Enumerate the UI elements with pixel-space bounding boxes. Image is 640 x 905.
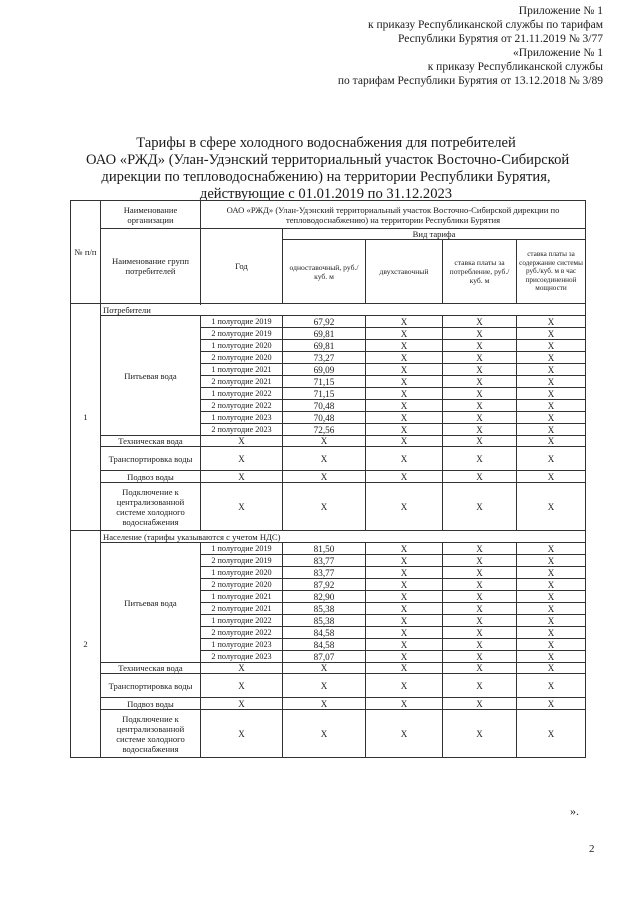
x-mark: Х xyxy=(517,603,586,615)
x-mark: Х xyxy=(366,376,443,388)
x-mark: Х xyxy=(443,424,517,436)
x-mark: Х xyxy=(366,328,443,340)
header-maintenance-rate: ставка платы за содержание системы руб./куб. м в час присоединенной мощности xyxy=(517,240,586,304)
single-rate-value: 83,77 xyxy=(283,555,366,567)
title-line: ОАО «РЖД» (Улан-Удэнский территориальный участок Восточно-Сибирской xyxy=(86,152,570,168)
section-title-row xyxy=(71,304,586,316)
service-label: Подключение к централизованной системе холодного водоснабжения xyxy=(101,483,201,531)
period-cell: 2 полугодие 2020 xyxy=(201,579,283,591)
header-year: Год xyxy=(201,229,283,304)
x-mark: Х xyxy=(517,328,586,340)
section-title: Потребители xyxy=(101,304,586,316)
x-mark: Х xyxy=(201,674,283,698)
single-rate-value: 83,77 xyxy=(283,567,366,579)
x-mark: Х xyxy=(443,436,517,447)
section-title: Население (тарифы указываются с учетом НДС) xyxy=(101,531,586,543)
period-cell: 2 полугодие 2023 xyxy=(201,424,283,436)
single-rate-value: 72,56 xyxy=(283,424,366,436)
x-mark: Х xyxy=(443,603,517,615)
x-mark: Х xyxy=(443,579,517,591)
period-cell: 2 полугодие 2021 xyxy=(201,603,283,615)
x-mark: Х xyxy=(283,447,366,471)
section-number: 1 xyxy=(71,304,101,531)
x-mark: Х xyxy=(201,436,283,447)
x-mark: Х xyxy=(366,412,443,424)
period-cell: 2 полугодие 2022 xyxy=(201,400,283,412)
x-mark: Х xyxy=(283,710,366,758)
x-mark: Х xyxy=(517,412,586,424)
x-mark: Х xyxy=(443,627,517,639)
x-mark: Х xyxy=(366,436,443,447)
x-mark: Х xyxy=(201,663,283,674)
service-row xyxy=(71,483,586,531)
x-mark: Х xyxy=(366,388,443,400)
header-line: Республики Бурятия от 21.11.2019 № 3/77 xyxy=(397,33,603,45)
x-mark: Х xyxy=(366,567,443,579)
x-mark: Х xyxy=(517,340,586,352)
x-mark: Х xyxy=(366,352,443,364)
title-line: действующие с 01.01.2019 по 31.12.2023 xyxy=(199,186,453,202)
header-consumer-groups: Наименование групп потребителей xyxy=(101,229,201,304)
x-mark: Х xyxy=(517,471,586,483)
drinking-water-label: Питьевая вода xyxy=(101,543,201,663)
service-label: Подвоз воды xyxy=(101,698,201,710)
x-mark: Х xyxy=(517,674,586,698)
single-rate-value: 85,38 xyxy=(283,615,366,627)
x-mark: Х xyxy=(366,483,443,531)
service-label: Транспортировка воды xyxy=(101,447,201,471)
x-mark: Х xyxy=(443,543,517,555)
header-line: к приказу Республиканской службы по тарифам xyxy=(368,19,603,31)
period-cell: 1 полугодие 2019 xyxy=(201,543,283,555)
x-mark: Х xyxy=(443,591,517,603)
header-line: по тарифам Республики Бурятия от 13.12.2018 № 3/89 xyxy=(337,75,603,87)
x-mark: Х xyxy=(366,615,443,627)
x-mark: Х xyxy=(517,543,586,555)
x-mark: Х xyxy=(517,316,586,328)
page-number: 2 xyxy=(589,843,595,855)
single-rate-value: 84,58 xyxy=(283,639,366,651)
x-mark: Х xyxy=(283,483,366,531)
single-rate-value: 87,92 xyxy=(283,579,366,591)
x-mark: Х xyxy=(366,579,443,591)
organization-name: ОАО «РЖД» (Улан-Удэнский территориальный участок Восточно-Сибирской дирекции по тепловодоснабжению) на территории Республики Бурятия xyxy=(201,201,586,229)
x-mark: Х xyxy=(366,710,443,758)
x-mark: Х xyxy=(443,663,517,674)
title-line: дирекции по тепловодоснабжению) на территории Республики Бурятия, xyxy=(101,169,551,185)
header-line: Приложение № 1 xyxy=(518,5,603,17)
service-row xyxy=(71,710,586,758)
tariff-row xyxy=(71,316,586,328)
service-row xyxy=(71,436,586,447)
x-mark: Х xyxy=(366,543,443,555)
x-mark: Х xyxy=(517,615,586,627)
drinking-water-label: Питьевая вода xyxy=(101,316,201,436)
header-tariff-kind: Вид тарифа xyxy=(283,229,586,240)
x-mark: Х xyxy=(443,651,517,663)
x-mark: Х xyxy=(517,376,586,388)
x-mark: Х xyxy=(366,555,443,567)
x-mark: Х xyxy=(517,567,586,579)
service-row xyxy=(71,674,586,698)
single-rate-value: 84,58 xyxy=(283,627,366,639)
document-title xyxy=(86,135,570,203)
x-mark: Х xyxy=(517,483,586,531)
x-mark: Х xyxy=(283,436,366,447)
x-mark: Х xyxy=(283,663,366,674)
header-consumption-rate: ставка платы за потребление, руб./ куб. м xyxy=(443,240,517,304)
header-single-rate: одноставочный, руб./ куб. м xyxy=(283,240,366,304)
x-mark: Х xyxy=(443,316,517,328)
x-mark: Х xyxy=(283,698,366,710)
x-mark: Х xyxy=(517,352,586,364)
x-mark: Х xyxy=(443,483,517,531)
x-mark: Х xyxy=(366,424,443,436)
header-organization: Наименование организации xyxy=(101,201,201,229)
section-title-row xyxy=(71,531,586,543)
x-mark: Х xyxy=(443,674,517,698)
period-cell: 1 полугодие 2022 xyxy=(201,615,283,627)
x-mark: Х xyxy=(366,400,443,412)
service-label: Подвоз воды xyxy=(101,471,201,483)
service-row xyxy=(71,447,586,471)
x-mark: Х xyxy=(443,400,517,412)
service-label: Транспортировка воды xyxy=(101,674,201,698)
x-mark: Х xyxy=(366,316,443,328)
period-cell: 1 полугодие 2022 xyxy=(201,388,283,400)
x-mark: Х xyxy=(517,710,586,758)
period-cell: 1 полугодие 2019 xyxy=(201,316,283,328)
period-cell: 1 полугодие 2021 xyxy=(201,591,283,603)
x-mark: Х xyxy=(201,447,283,471)
x-mark: Х xyxy=(517,639,586,651)
period-cell: 2 полугодие 2019 xyxy=(201,328,283,340)
x-mark: Х xyxy=(517,447,586,471)
x-mark: Х xyxy=(443,388,517,400)
single-rate-value: 70,48 xyxy=(283,400,366,412)
header-line: «Приложение № 1 xyxy=(513,47,603,59)
x-mark: Х xyxy=(517,424,586,436)
period-cell: 2 полугодие 2019 xyxy=(201,555,283,567)
single-rate-value: 73,27 xyxy=(283,352,366,364)
period-cell: 2 полугодие 2020 xyxy=(201,352,283,364)
x-mark: Х xyxy=(366,471,443,483)
x-mark: Х xyxy=(517,364,586,376)
x-mark: Х xyxy=(366,603,443,615)
period-cell: 1 полугодие 2020 xyxy=(201,340,283,352)
x-mark: Х xyxy=(443,555,517,567)
title-line: Тарифы в сфере холодного водоснабжения для потребителей xyxy=(136,135,516,151)
single-rate-value: 85,38 xyxy=(283,603,366,615)
x-mark: Х xyxy=(517,663,586,674)
x-mark: Х xyxy=(443,639,517,651)
service-label: Техническая вода xyxy=(101,436,201,447)
x-mark: Х xyxy=(517,555,586,567)
x-mark: Х xyxy=(517,698,586,710)
x-mark: Х xyxy=(366,698,443,710)
x-mark: Х xyxy=(366,651,443,663)
x-mark: Х xyxy=(443,376,517,388)
x-mark: Х xyxy=(283,471,366,483)
tariff-table xyxy=(70,200,586,758)
x-mark: Х xyxy=(517,579,586,591)
x-mark: Х xyxy=(443,364,517,376)
x-mark: Х xyxy=(517,436,586,447)
period-cell: 1 полугодие 2020 xyxy=(201,567,283,579)
x-mark: Х xyxy=(201,483,283,531)
closing-quote: ». xyxy=(570,804,579,818)
x-mark: Х xyxy=(366,340,443,352)
x-mark: Х xyxy=(366,447,443,471)
x-mark: Х xyxy=(443,352,517,364)
x-mark: Х xyxy=(443,340,517,352)
x-mark: Х xyxy=(366,627,443,639)
x-mark: Х xyxy=(443,710,517,758)
x-mark: Х xyxy=(517,627,586,639)
x-mark: Х xyxy=(366,364,443,376)
x-mark: Х xyxy=(517,651,586,663)
single-rate-value: 69,09 xyxy=(283,364,366,376)
x-mark: Х xyxy=(517,388,586,400)
service-label: Подключение к централизованной системе холодного водоснабжения xyxy=(101,710,201,758)
service-row xyxy=(71,698,586,710)
x-mark: Х xyxy=(366,663,443,674)
x-mark: Х xyxy=(517,400,586,412)
x-mark: Х xyxy=(443,615,517,627)
single-rate-value: 81,50 xyxy=(283,543,366,555)
service-row xyxy=(71,663,586,674)
period-cell: 2 полугодие 2022 xyxy=(201,627,283,639)
single-rate-value: 67,92 xyxy=(283,316,366,328)
period-cell: 1 полугодие 2023 xyxy=(201,639,283,651)
single-rate-value: 69,81 xyxy=(283,328,366,340)
service-row xyxy=(71,471,586,483)
x-mark: Х xyxy=(443,447,517,471)
x-mark: Х xyxy=(443,412,517,424)
tariff-row xyxy=(71,543,586,555)
x-mark: Х xyxy=(366,674,443,698)
single-rate-value: 87,07 xyxy=(283,651,366,663)
x-mark: Х xyxy=(201,710,283,758)
x-mark: Х xyxy=(283,674,366,698)
single-rate-value: 71,15 xyxy=(283,388,366,400)
period-cell: 2 полугодие 2021 xyxy=(201,376,283,388)
x-mark: Х xyxy=(201,698,283,710)
x-mark: Х xyxy=(366,591,443,603)
period-cell: 1 полугодие 2021 xyxy=(201,364,283,376)
x-mark: Х xyxy=(443,328,517,340)
header-number: № п/п xyxy=(71,201,101,304)
x-mark: Х xyxy=(201,471,283,483)
header-line: к приказу Республиканской службы xyxy=(427,61,603,73)
period-cell: 1 полугодие 2023 xyxy=(201,412,283,424)
section-number: 2 xyxy=(71,531,101,758)
appendix-header xyxy=(338,4,603,88)
service-label: Техническая вода xyxy=(101,663,201,674)
header-double-rate: двухставочный xyxy=(366,240,443,304)
x-mark: Х xyxy=(443,471,517,483)
period-cell: 2 полугодие 2023 xyxy=(201,651,283,663)
single-rate-value: 69,81 xyxy=(283,340,366,352)
x-mark: Х xyxy=(366,639,443,651)
x-mark: Х xyxy=(443,567,517,579)
x-mark: Х xyxy=(517,591,586,603)
single-rate-value: 71,15 xyxy=(283,376,366,388)
x-mark: Х xyxy=(443,698,517,710)
single-rate-value: 82,90 xyxy=(283,591,366,603)
single-rate-value: 70,48 xyxy=(283,412,366,424)
